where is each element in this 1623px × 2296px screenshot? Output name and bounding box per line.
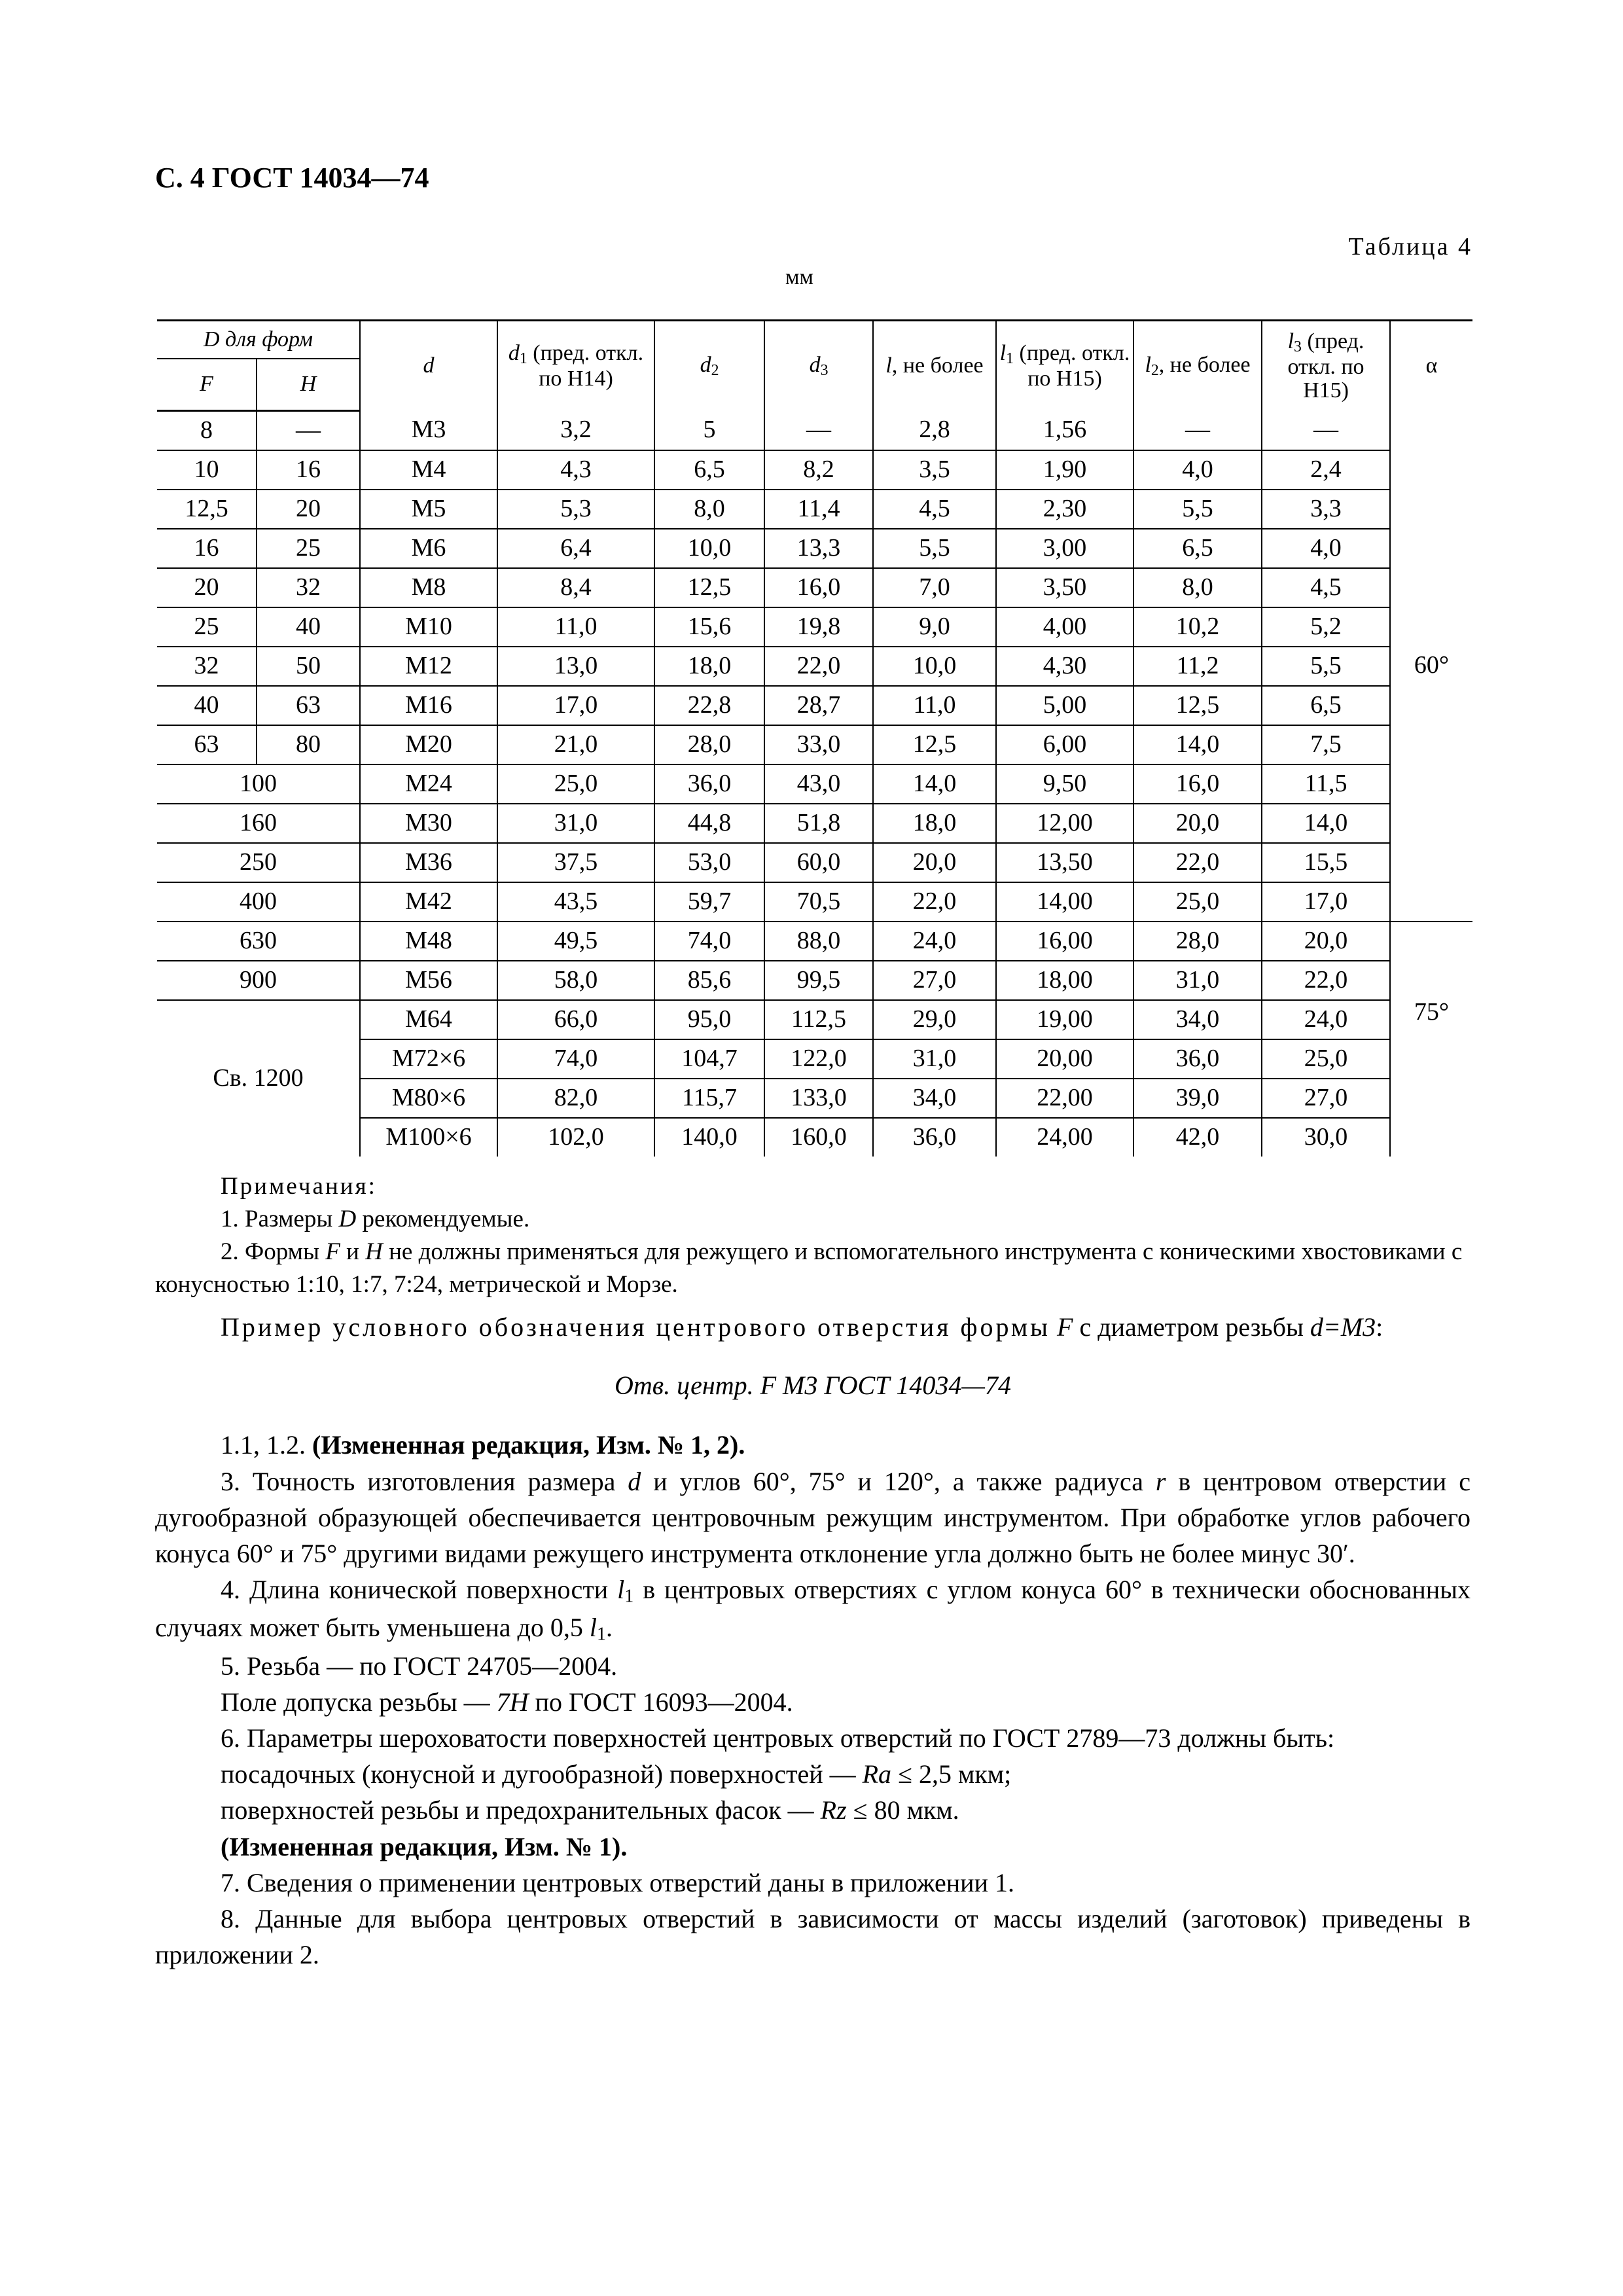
cell-d3: 13,3 <box>764 529 873 568</box>
cell-l: 24,0 <box>873 922 996 961</box>
cell-d2: 18,0 <box>654 647 764 686</box>
cell-d2: 12,5 <box>654 568 764 607</box>
cell-l2: 8,0 <box>1133 568 1262 607</box>
cell-l1: 20,00 <box>996 1039 1133 1079</box>
cell-l2: 5,5 <box>1133 490 1262 529</box>
cell-d3: 43,0 <box>764 764 873 804</box>
cell-l3: 17,0 <box>1262 882 1390 922</box>
cell-l: 11,0 <box>873 686 996 725</box>
cell-d3: 51,8 <box>764 804 873 843</box>
cell-d3: 112,5 <box>764 1000 873 1039</box>
cell-h: 80 <box>257 725 360 764</box>
table-row <box>157 686 1472 725</box>
paragraph-6c: (Измененная редакция, Изм. № 1). <box>221 1831 628 1861</box>
cell-d1: 102,0 <box>497 1118 654 1157</box>
header-l: l, не более <box>873 321 996 411</box>
cell-d2: 59,7 <box>654 882 764 922</box>
cell-d3: 99,5 <box>764 961 873 1000</box>
cell-l2: 31,0 <box>1133 961 1262 1000</box>
cell-d3: 88,0 <box>764 922 873 961</box>
cell-l2: 11,2 <box>1133 647 1262 686</box>
cell-l3: 3,3 <box>1262 490 1390 529</box>
cell-d1: 8,4 <box>497 568 654 607</box>
cell-l1: 4,00 <box>996 607 1133 647</box>
table-row <box>157 490 1472 529</box>
cell-f: 25 <box>157 607 257 647</box>
cell-l1: 16,00 <box>996 922 1133 961</box>
table-row <box>157 843 1472 882</box>
cell-f: 12,5 <box>157 490 257 529</box>
header-f: F <box>157 359 257 411</box>
note-2: 2. Формы F и H не должны применяться для режущего и вспомогательного инструмента с коническими хвостовиками с конусностью 1:10, 1:7, 7:24, метрической и Морзе. <box>155 1238 1463 1298</box>
example-paragraph: Пример условного обозначения центрового отверстия формы F с диаметром резьбы d=M3: <box>221 1312 1383 1342</box>
cell-l2: 34,0 <box>1133 1000 1262 1039</box>
cell-d3: 33,0 <box>764 725 873 764</box>
cell-d2: 104,7 <box>654 1039 764 1079</box>
cell-l1: 22,00 <box>996 1079 1133 1118</box>
paragraph-6a: посадочных (конусной и дугообразной) поверхностей — Ra ≤ 2,5 мкм; <box>221 1759 1012 1789</box>
cell-l3: — <box>1262 411 1390 451</box>
cell-l1: 1,56 <box>996 411 1133 451</box>
cell-d1: 37,5 <box>497 843 654 882</box>
cell-d2: 36,0 <box>654 764 764 804</box>
cell-h: 16 <box>257 450 360 490</box>
cell-l2: — <box>1133 411 1262 451</box>
cell-d: M16 <box>360 686 497 725</box>
cell-d2: 5 <box>654 411 764 451</box>
designation-example: Отв. центр. F M3 ГОСТ 14034—74 <box>615 1371 1011 1401</box>
cell-l3: 14,0 <box>1262 804 1390 843</box>
paragraph-5b: Поле допуска резьбы — 7H по ГОСТ 16093—2004. <box>221 1687 793 1717</box>
cell-d1: 21,0 <box>497 725 654 764</box>
header-d3: d3 <box>764 321 873 411</box>
cell-f: 16 <box>157 529 257 568</box>
cell-d: M4 <box>360 450 497 490</box>
cell-d1: 31,0 <box>497 804 654 843</box>
table-row <box>157 922 1472 961</box>
cell-l1: 2,30 <box>996 490 1133 529</box>
notes-title: Примечания: <box>221 1173 377 1200</box>
cell-d2: 6,5 <box>654 450 764 490</box>
cell-fh: Св. 1200 <box>157 1000 360 1157</box>
cell-d3: 22,0 <box>764 647 873 686</box>
table-row <box>157 725 1472 764</box>
table-row <box>157 411 1472 451</box>
cell-d1: 58,0 <box>497 961 654 1000</box>
cell-d: M3 <box>360 411 497 451</box>
cell-h: 32 <box>257 568 360 607</box>
cell-l: 5,5 <box>873 529 996 568</box>
data-table <box>157 319 1472 1157</box>
cell-d1: 6,4 <box>497 529 654 568</box>
cell-d: M42 <box>360 882 497 922</box>
table-row <box>157 804 1472 843</box>
cell-h: 63 <box>257 686 360 725</box>
cell-d3: 60,0 <box>764 843 873 882</box>
cell-l1: 12,00 <box>996 804 1133 843</box>
cell-l2: 12,5 <box>1133 686 1262 725</box>
cell-d3: 11,4 <box>764 490 873 529</box>
cell-l3: 27,0 <box>1262 1079 1390 1118</box>
table-label: Таблица 4 <box>1348 233 1472 260</box>
header-d-group: D для форм <box>157 321 360 359</box>
cell-d2: 74,0 <box>654 922 764 961</box>
cell-l2: 25,0 <box>1133 882 1262 922</box>
cell-d1: 5,3 <box>497 490 654 529</box>
table-row <box>157 450 1472 490</box>
cell-d3: 70,5 <box>764 882 873 922</box>
paragraph-5: 5. Резьба — по ГОСТ 24705—2004. <box>221 1651 618 1681</box>
cell-l1: 1,90 <box>996 450 1133 490</box>
cell-l1: 3,00 <box>996 529 1133 568</box>
cell-l: 2,8 <box>873 411 996 451</box>
cell-l: 31,0 <box>873 1039 996 1079</box>
paragraph-4: 4. Длина конической поверхности l1 в центровых отверстиях с углом конуса 60° в технически обоснованных случаях может быть уменьшена до 0,5 l1. <box>155 1575 1471 1645</box>
cell-l3: 30,0 <box>1262 1118 1390 1157</box>
cell-d: M48 <box>360 922 497 961</box>
cell-d3: 16,0 <box>764 568 873 607</box>
cell-h: 25 <box>257 529 360 568</box>
cell-l2: 16,0 <box>1133 764 1262 804</box>
cell-d2: 28,0 <box>654 725 764 764</box>
cell-l1: 5,00 <box>996 686 1133 725</box>
cell-h: 40 <box>257 607 360 647</box>
cell-d: M6 <box>360 529 497 568</box>
cell-d3: 133,0 <box>764 1079 873 1118</box>
cell-d3: 8,2 <box>764 450 873 490</box>
cell-l: 22,0 <box>873 882 996 922</box>
cell-f: 63 <box>157 725 257 764</box>
cell-f: 8 <box>157 411 257 451</box>
table-row <box>157 607 1472 647</box>
cell-fh: 900 <box>157 961 360 1000</box>
cell-l: 3,5 <box>873 450 996 490</box>
body-text <box>155 1309 1471 1973</box>
cell-d: M10 <box>360 607 497 647</box>
cell-fh: 250 <box>157 843 360 882</box>
cell-d3: 28,7 <box>764 686 873 725</box>
header-l3: l3 (пред. откл. по H15) <box>1262 321 1390 411</box>
cell-l: 29,0 <box>873 1000 996 1039</box>
cell-l1: 18,00 <box>996 961 1133 1000</box>
cell-l1: 14,00 <box>996 882 1133 922</box>
cell-l3: 4,0 <box>1262 529 1390 568</box>
alpha-75: 75° <box>1390 922 1472 1157</box>
cell-l3: 5,5 <box>1262 647 1390 686</box>
cell-l2: 20,0 <box>1133 804 1262 843</box>
cell-d2: 22,8 <box>654 686 764 725</box>
cell-l2: 4,0 <box>1133 450 1262 490</box>
paragraph-6b: поверхностей резьбы и предохранительных фасок — Rz ≤ 80 мкм. <box>221 1795 959 1825</box>
cell-l: 34,0 <box>873 1079 996 1118</box>
cell-d: M5 <box>360 490 497 529</box>
cell-l2: 6,5 <box>1133 529 1262 568</box>
cell-d2: 140,0 <box>654 1118 764 1157</box>
table-row <box>157 529 1472 568</box>
cell-d1: 4,3 <box>497 450 654 490</box>
header-h: H <box>257 359 360 411</box>
cell-d: M12 <box>360 647 497 686</box>
cell-d1: 3,2 <box>497 411 654 451</box>
cell-d: M56 <box>360 961 497 1000</box>
cell-l3: 2,4 <box>1262 450 1390 490</box>
cell-f: 10 <box>157 450 257 490</box>
cell-h: — <box>257 411 360 451</box>
cell-d2: 85,6 <box>654 961 764 1000</box>
cell-d3: 19,8 <box>764 607 873 647</box>
paragraph-8: 8. Данные для выбора центровых отверстий в зависимости от массы изделий (заготовок) приведены в приложении 2. <box>155 1903 1471 1970</box>
cell-l1: 24,00 <box>996 1118 1133 1157</box>
cell-l1: 9,50 <box>996 764 1133 804</box>
cell-d: M20 <box>360 725 497 764</box>
cell-d3: 160,0 <box>764 1118 873 1157</box>
cell-d: M72×6 <box>360 1039 497 1079</box>
table-row <box>157 882 1472 922</box>
cell-l: 7,0 <box>873 568 996 607</box>
cell-h: 50 <box>257 647 360 686</box>
cell-l: 36,0 <box>873 1118 996 1157</box>
cell-d2: 15,6 <box>654 607 764 647</box>
cell-l3: 11,5 <box>1262 764 1390 804</box>
cell-l1: 6,00 <box>996 725 1133 764</box>
cell-l: 10,0 <box>873 647 996 686</box>
cell-d1: 43,5 <box>497 882 654 922</box>
cell-d1: 74,0 <box>497 1039 654 1079</box>
cell-d1: 13,0 <box>497 647 654 686</box>
paragraph-6: 6. Параметры шероховатости поверхностей центровых отверстий по ГОСТ 2789—73 должны быть: <box>221 1723 1335 1753</box>
cell-l3: 15,5 <box>1262 843 1390 882</box>
cell-d2: 53,0 <box>654 843 764 882</box>
cell-d2: 44,8 <box>654 804 764 843</box>
cell-l3: 20,0 <box>1262 922 1390 961</box>
cell-l: 4,5 <box>873 490 996 529</box>
cell-f: 40 <box>157 686 257 725</box>
cell-fh: 100 <box>157 764 360 804</box>
cell-l2: 28,0 <box>1133 922 1262 961</box>
header-l2: l2, не более <box>1133 321 1262 411</box>
cell-l1: 19,00 <box>996 1000 1133 1039</box>
header-d1: d1 (пред. откл. по H14) <box>497 321 654 411</box>
paragraph-3: 3. Точность изготовления размера d и углов 60°, 75° и 120°, а также радиуса r в центровом отверстии с дугообразной образующей обеспечивается центровочным режущим инструментом. При обработке углов рабочего конуса 60° и 75° другими видами режущего инструмента отклонение угла должно быть не более минус 30′. <box>155 1466 1471 1568</box>
cell-l: 14,0 <box>873 764 996 804</box>
cell-l3: 6,5 <box>1262 686 1390 725</box>
cell-fh: 160 <box>157 804 360 843</box>
table-units: мм <box>785 265 814 289</box>
cell-f: 32 <box>157 647 257 686</box>
table-row <box>157 647 1472 686</box>
cell-l1: 3,50 <box>996 568 1133 607</box>
cell-l3: 7,5 <box>1262 725 1390 764</box>
cell-l2: 39,0 <box>1133 1079 1262 1118</box>
table-row <box>157 568 1472 607</box>
page-header: С. 4 ГОСТ 14034—74 <box>155 162 429 194</box>
cell-d: M24 <box>360 764 497 804</box>
cell-l3: 25,0 <box>1262 1039 1390 1079</box>
cell-d2: 10,0 <box>654 529 764 568</box>
header-l1: l1 (пред. откл. по H15) <box>996 321 1133 411</box>
cell-l: 20,0 <box>873 843 996 882</box>
cell-l2: 22,0 <box>1133 843 1262 882</box>
cell-fh: 630 <box>157 922 360 961</box>
cell-d1: 17,0 <box>497 686 654 725</box>
cell-l2: 14,0 <box>1133 725 1262 764</box>
cell-l2: 42,0 <box>1133 1118 1262 1157</box>
cell-d2: 8,0 <box>654 490 764 529</box>
paragraph-7: 7. Сведения о применении центровых отверстий даны в приложении 1. <box>221 1867 1014 1897</box>
cell-fh: 400 <box>157 882 360 922</box>
cell-d: M30 <box>360 804 497 843</box>
header-alpha: α <box>1390 321 1472 411</box>
cell-f: 20 <box>157 568 257 607</box>
cell-d2: 95,0 <box>654 1000 764 1039</box>
table-row <box>157 764 1472 804</box>
cell-d3: — <box>764 411 873 451</box>
cell-d1: 25,0 <box>497 764 654 804</box>
cell-d2: 115,7 <box>654 1079 764 1118</box>
cell-l3: 24,0 <box>1262 1000 1390 1039</box>
cell-d: M64 <box>360 1000 497 1039</box>
cell-l: 12,5 <box>873 725 996 764</box>
paragraph-1-1: 1.1, 1.2. (Измененная редакция, Изм. № 1, 2). <box>221 1430 745 1460</box>
cell-l2: 36,0 <box>1133 1039 1262 1079</box>
cell-l1: 13,50 <box>996 843 1133 882</box>
table-row <box>157 1000 1472 1039</box>
header-d2: d2 <box>654 321 764 411</box>
cell-d1: 49,5 <box>497 922 654 961</box>
cell-d1: 66,0 <box>497 1000 654 1039</box>
cell-d: M8 <box>360 568 497 607</box>
table-notes <box>155 1170 1471 1301</box>
cell-h: 20 <box>257 490 360 529</box>
cell-d1: 82,0 <box>497 1079 654 1118</box>
alpha-60: 60° <box>1390 411 1472 922</box>
cell-l: 18,0 <box>873 804 996 843</box>
table-row <box>157 961 1472 1000</box>
cell-d: M100×6 <box>360 1118 497 1157</box>
cell-l3: 5,2 <box>1262 607 1390 647</box>
cell-l: 9,0 <box>873 607 996 647</box>
note-1: 1. Размеры D рекомендуемые. <box>221 1205 530 1232</box>
cell-l1: 4,30 <box>996 647 1133 686</box>
cell-l3: 4,5 <box>1262 568 1390 607</box>
header-d: d <box>360 321 497 411</box>
cell-d: M36 <box>360 843 497 882</box>
cell-d3: 122,0 <box>764 1039 873 1079</box>
cell-d1: 11,0 <box>497 607 654 647</box>
cell-d: M80×6 <box>360 1079 497 1118</box>
cell-l: 27,0 <box>873 961 996 1000</box>
cell-l2: 10,2 <box>1133 607 1262 647</box>
cell-l3: 22,0 <box>1262 961 1390 1000</box>
